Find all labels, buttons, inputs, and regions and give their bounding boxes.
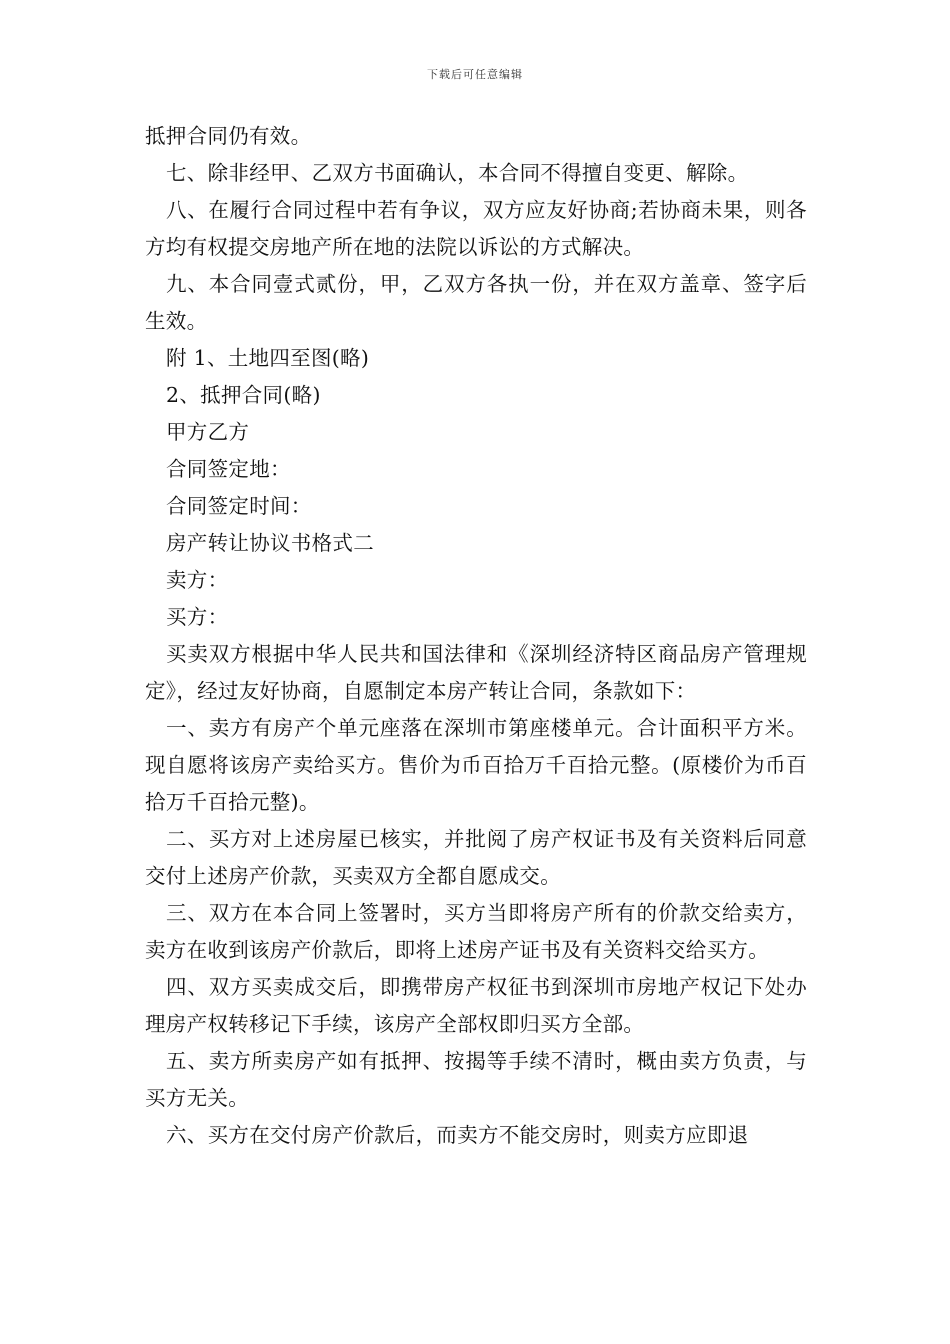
paragraph: 附 1、土地四至图(略) (166, 346, 370, 370)
paragraph: 三、双方在本合同上签署时，买方当即将房产所有的价款交给卖方，卖方在收到该房产价款后，即将上述房产证书及有关资料交给买方。 (145, 901, 807, 962)
paragraph: 一、卖方有房产个单元座落在深圳市第座楼单元。合计面积平方米。现自愿将该房产卖给买方。售价为币百拾万千百拾元整。(原楼价为币百拾万千百拾元整)。 (145, 716, 807, 814)
document-body (145, 118, 807, 1154)
paragraph: 七、除非经甲、乙双方书面确认，本合同不得擅自变更、解除。 (166, 161, 749, 185)
paragraph: 八、在履行合同过程中若有争议，双方应友好协商;若协商未果，则各方均有权提交房地产所在地的法院以诉讼的方式解决。 (145, 198, 807, 259)
page-header-note: 下载后可任意编辑 (427, 68, 523, 81)
paragraph: 五、卖方所卖房产如有抵押、按揭等手续不清时，概由卖方负责，与买方无关。 (145, 1049, 807, 1110)
paragraph: 四、双方买卖成交后，即携带房产权征书到深圳市房地产权记下处办理房产权转移记下手续，该房产全部权即归买方全部。 (145, 975, 807, 1036)
paragraph: 合同签定时间： (166, 494, 312, 518)
paragraph: 卖方： (166, 568, 229, 592)
paragraph: 二、买方对上述房屋已核实，并批阅了房产权证书及有关资料后同意交付上述房产价款，买卖双方全都自愿成交。 (145, 827, 807, 888)
paragraph: 九、本合同壹式贰份，甲，乙双方各执一份，并在双方盖章、签字后生效。 (145, 272, 807, 333)
paragraph: 六、买方在交付房产价款后，而卖方不能交房时，则卖方应即退 (166, 1123, 749, 1147)
paragraph: 抵押合同仍有效。 (145, 124, 312, 148)
paragraph: 房产转让协议书格式二 (166, 531, 374, 555)
paragraph: 买方： (166, 605, 229, 629)
paragraph: 合同签定地： (166, 457, 291, 481)
paragraph: 2、抵押合同(略) (166, 383, 321, 407)
paragraph: 买卖双方根据中华人民共和国法律和《深圳经济特区商品房产管理规定》，经过友好协商，自愿制定本房产转让合同，条款如下： (145, 642, 807, 703)
paragraph: 甲方乙方 (166, 420, 250, 444)
